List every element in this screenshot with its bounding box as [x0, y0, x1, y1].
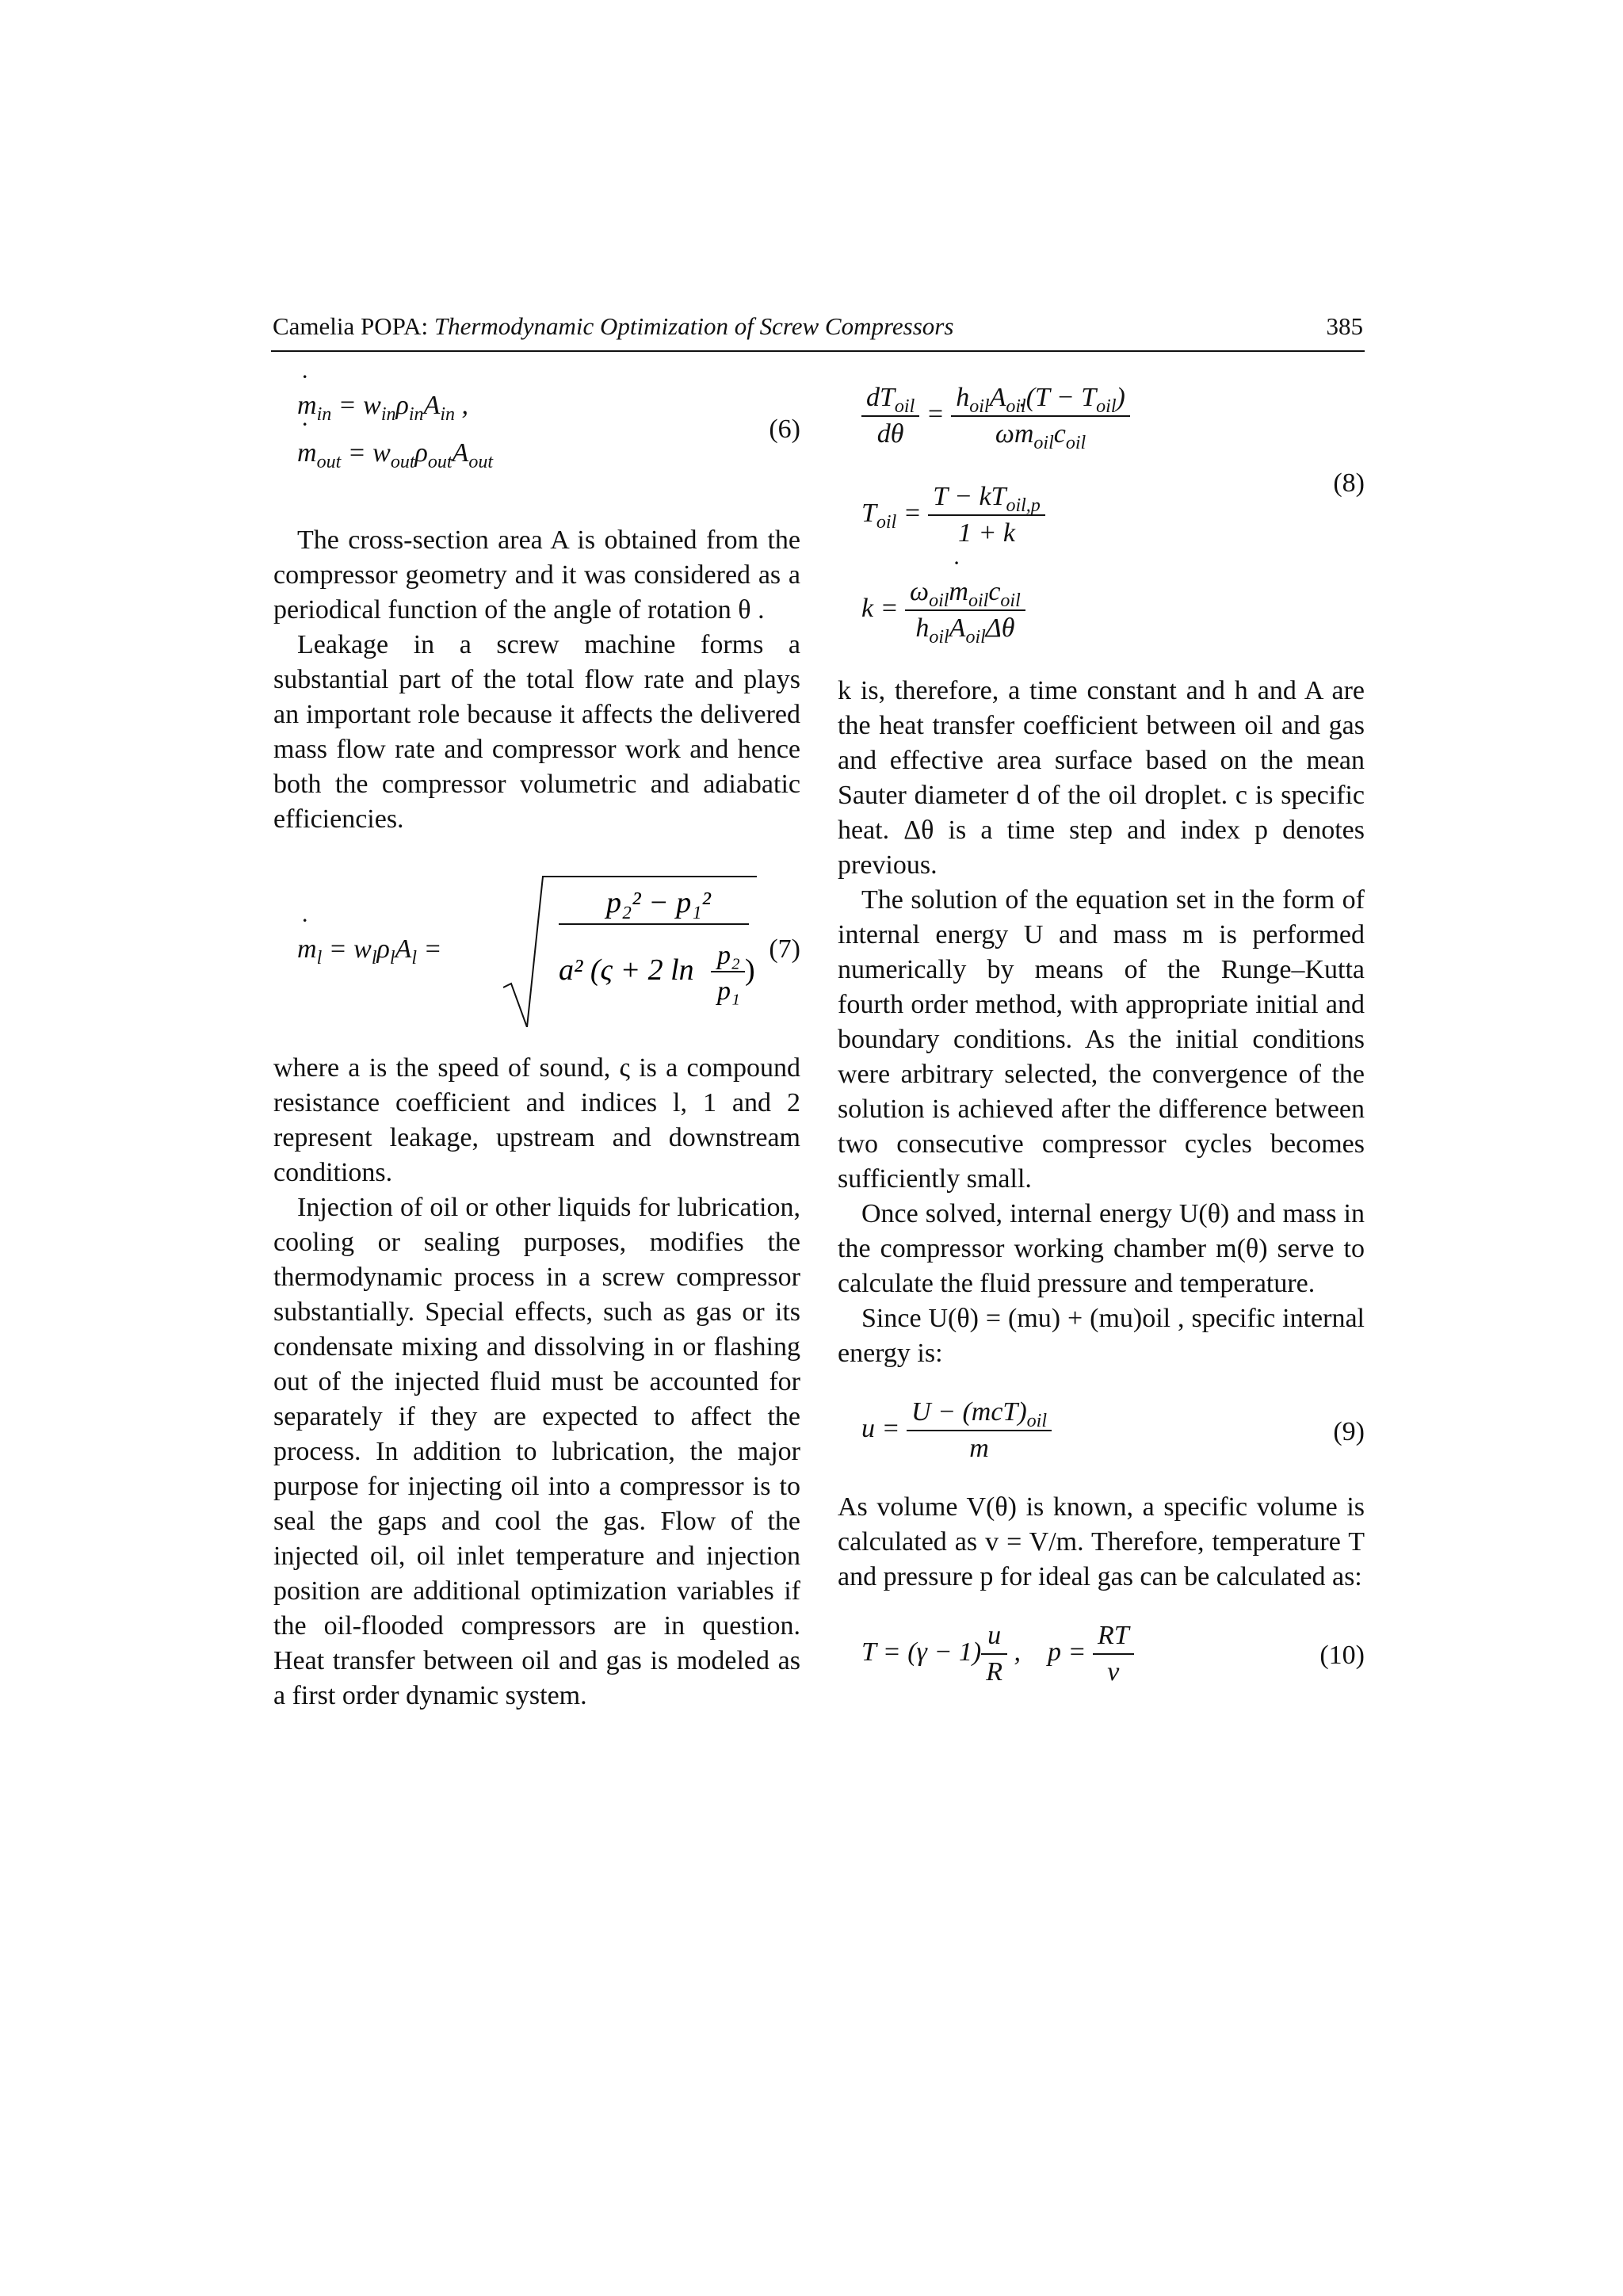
left-paragraph-3: where a is the speed of sound, ς is a compound resistance coefficient and indices l, 1 and 2 represent leakage, upstream and downstream conditions. — [273, 1053, 800, 1187]
eq10-number: (10) — [1319, 1641, 1365, 1670]
equation-6: ˙ $m_{in} = w_{in}\rho_{in}A_{in}$ , ˙ $m_{out} = w_{out}\rho_{out}A_{out}$ (6) — [273, 372, 800, 491]
eq6-number: (6) — [769, 415, 800, 444]
eq8-number: (8) — [1333, 468, 1365, 498]
equation-10: T = (γ − 1) $\frac{u}{R}$ , p = $\frac{RT}{v}$ (10) — [838, 1603, 1365, 1713]
eq9-number: (9) — [1333, 1417, 1365, 1446]
sqrt-symbol — [503, 869, 757, 1027]
svg-text:p₂² − p₁²: p₂² − p₁² — [606, 886, 711, 919]
right-paragraph-3: Once solved, internal energy U(θ) and mass in the compressor working chamber m(θ) serve to calculate the fluid pressure and temperature. — [838, 1199, 1365, 1298]
page-number: 385 — [1326, 312, 1363, 340]
svg-text:a² (ς + 2 ln: a² (ς + 2 ln — [559, 953, 694, 987]
left-paragraph-2: Leakage in a screw machine forms a substantial part of the total flow rate and plays an important role because it affects the delivered mass flow rate and compressor work and hence both the compressor volumetric and adiabatic efficiencies. — [273, 630, 800, 834]
svg-text:): ) — [745, 953, 755, 987]
right-paragraph-5: As volume V(θ) is known, a specific volume is calculated as v = V/m. Therefore, temperature T and pressure p for ideal gas can be calculated as: — [838, 1492, 1365, 1591]
eq7-number: (7) — [769, 934, 800, 964]
left-paragraph-4: Injection of oil or other liquids for lubrication, cooling or sealing purposes, modifies the thermodynamic process in a screw compressor substantially. Special effects, such as gas or its condensate mixing and dissolving in or flashing out of the injected fluid must be accounted for separately if they are expected to affect the process. In addition to lubrication, the major purpose for injecting oil into a compressor is to seal the gaps and cool the gas. Flow of the injected oil, oil inlet temperature and injection position are additional optimization variables if the oil-flooded compressors are in question. Heat transfer between oil and gas is modeled as a first order dynamic system. — [273, 1193, 800, 1710]
svg-text:p₁: p₁ — [717, 976, 740, 1006]
left-paragraph-1: The cross-section area A is obtained from the compressor geometry and it was considered as a periodical function of the angle of rotation θ . — [273, 525, 800, 625]
right-paragraph-4: Since U(θ) = (mu) + (mu)oil , specific internal energy is: — [838, 1304, 1365, 1368]
running-header — [271, 309, 1365, 352]
equation-8: $\frac{dT_{oil}}{d\theta}$ = $\frac{h_{oil}A_{oil}(T - T_{oil})}{\omega˙ m_{oil}c_{oil}}$ $T_{oil}$ = $\frac{T - kT_{oil,p}}{1 + k}$ k = $\frac{\omega_{oil}˙ m_{oil}c_{oil}}{h_{oil}A_{oil}\Delta\theta}$ (8) — [838, 372, 1365, 674]
header-author — [273, 312, 953, 341]
right-paragraph-1: k is, therefore, a time constant and h and A are the heat transfer coefficient between oil and gas and effective area surface based on the mean Sauter diameter d of the oil droplet. c is specific heat. Δθ is a time step and index p denotes previous. — [838, 676, 1365, 880]
right-paragraph-2: The solution of the equation set in the form of internal energy U and mass m is performed numerically by means of the Runge–Kutta fourth order method, with appropriate initial and boundary conditions. As the initial conditions were arbitrary selected, the convergence of the solution is achieved after the difference between two consecutive compressor cycles becomes sufficiently small. — [838, 885, 1365, 1194]
equation-7: ˙ $m_l = w_l\rho_lA_l$ = p₂² − p₁² a² (ς + 2 ln p₂ p₁ ) (7) — [273, 853, 800, 1051]
header-title: Thermodynamic Optimization of Screw Compressors — [433, 312, 954, 340]
equation-9: u = $\frac{U - (mcT)_{oil}}{m}$ (9) — [838, 1379, 1365, 1490]
svg-text:p₂: p₂ — [717, 941, 740, 970]
right-column — [838, 372, 1365, 1713]
header-author-text: Camelia POPA: — [273, 312, 429, 340]
left-column — [273, 372, 800, 1713]
